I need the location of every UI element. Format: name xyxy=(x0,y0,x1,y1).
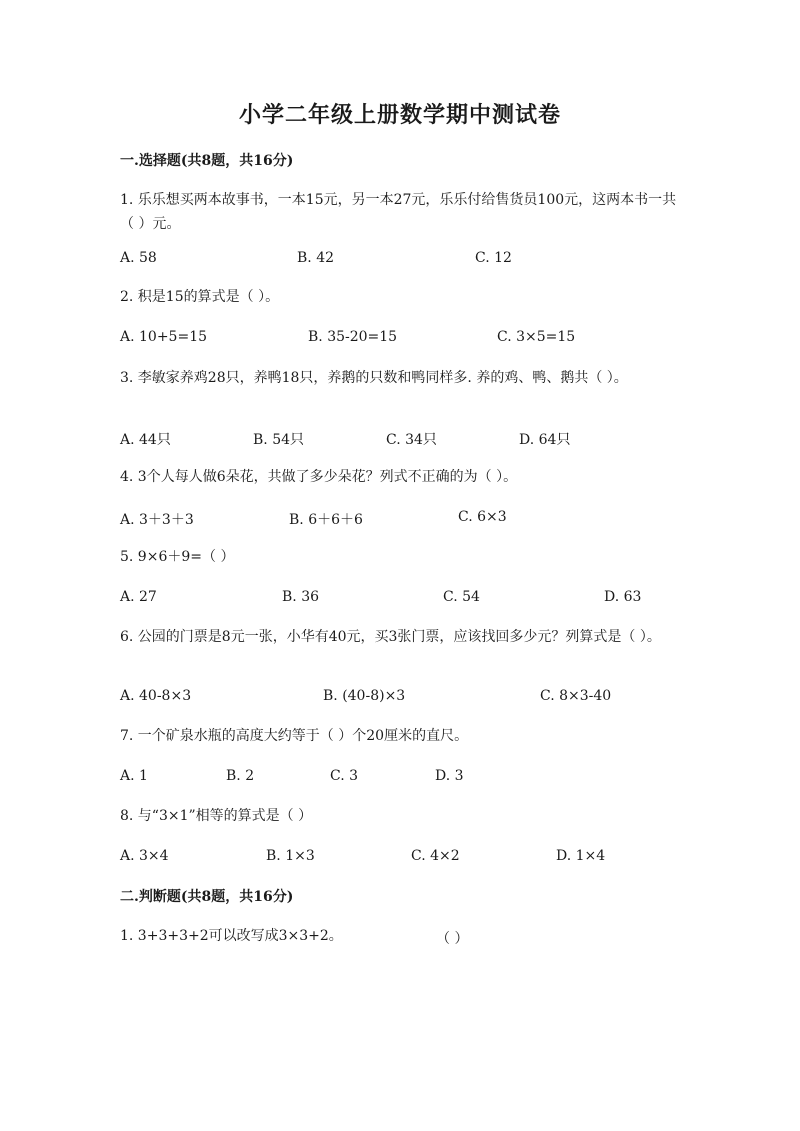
q1-option-a: A. 58 xyxy=(120,250,157,266)
question-5: 5. 9×6＋9=（ ） xyxy=(120,549,235,565)
q1-option-c: C. 12 xyxy=(475,250,512,266)
question-2: 2. 积是15的算式是（ ）。 xyxy=(120,289,280,305)
q7-option-b: B. 2 xyxy=(226,768,255,784)
q1-option-b: B. 42 xyxy=(297,250,335,266)
q4-option-b: B. 6＋6＋6 xyxy=(289,512,363,528)
q7-option-a: A. 1 xyxy=(120,768,148,784)
q3-option-c: C. 34只 xyxy=(386,432,437,448)
q8-option-b: B. 1×3 xyxy=(266,848,315,864)
question-8: 8. 与“3×1”相等的算式是（ ） xyxy=(120,808,313,824)
section-heading-judgement: 二.判断题(共8题，共16分) xyxy=(120,889,294,905)
question-1: 1. 乐乐想买两本故事书，一本15元，另一本27元，乐乐付给售货员100元，这两本书一共（ ）元。 xyxy=(120,192,677,232)
q7-option-c: C. 3 xyxy=(330,768,359,784)
q5-option-c: C. 54 xyxy=(443,589,480,605)
q4-option-c: C. 6×3 xyxy=(458,509,507,525)
question-4: 4. 3个人每人做6朵花，共做了多少朵花？列式不正确的为（ ）。 xyxy=(120,469,518,485)
question-6: 6. 公园的门票是8元一张，小华有40元，买3张门票，应该找回多少元？列算式是（ ）。 xyxy=(120,629,661,645)
q2-option-a: A. 10+5=15 xyxy=(120,329,208,345)
judgement-question-1: 1. 3+3+3+2可以改写成3×3+2。 xyxy=(120,928,343,944)
q3-option-b: B. 54只 xyxy=(253,432,305,448)
section-heading-choice: 一.选择题(共8题，共16分) xyxy=(120,153,294,169)
q2-option-b: B. 35-20=15 xyxy=(308,329,398,345)
q5-option-b: B. 36 xyxy=(282,589,320,605)
q8-option-d: D. 1×4 xyxy=(556,848,606,864)
q5-option-a: A. 27 xyxy=(120,589,157,605)
judgement-q1-answer-blank[interactable]: （ ） xyxy=(436,931,469,947)
q5-option-d: D. 63 xyxy=(604,589,642,605)
q6-option-a: A. 40-8×3 xyxy=(120,688,192,704)
q4-option-a: A. 3＋3＋3 xyxy=(120,512,194,528)
q8-option-c: C. 4×2 xyxy=(411,848,460,864)
page-title: 小学二年级上册数学期中测试卷 xyxy=(238,102,561,128)
q7-option-d: D. 3 xyxy=(435,768,464,784)
q3-option-a: A. 44只 xyxy=(120,432,171,448)
q2-option-c: C. 3×5=15 xyxy=(497,329,576,345)
question-3: 3. 李敏家养鸡28只，养鸭18只，养鹅的只数和鸭同样多. 养的鸡、鸭、鹅共（ ）。 xyxy=(120,370,628,386)
q3-option-d: D. 64只 xyxy=(519,432,571,448)
question-7: 7. 一个矿泉水瓶的高度大约等于（ ）个20厘米的直尺。 xyxy=(120,728,469,744)
q6-option-c: C. 8×3-40 xyxy=(540,688,612,704)
q8-option-a: A. 3×4 xyxy=(120,848,169,864)
q6-option-b: B. (40-8)×3 xyxy=(323,688,406,704)
